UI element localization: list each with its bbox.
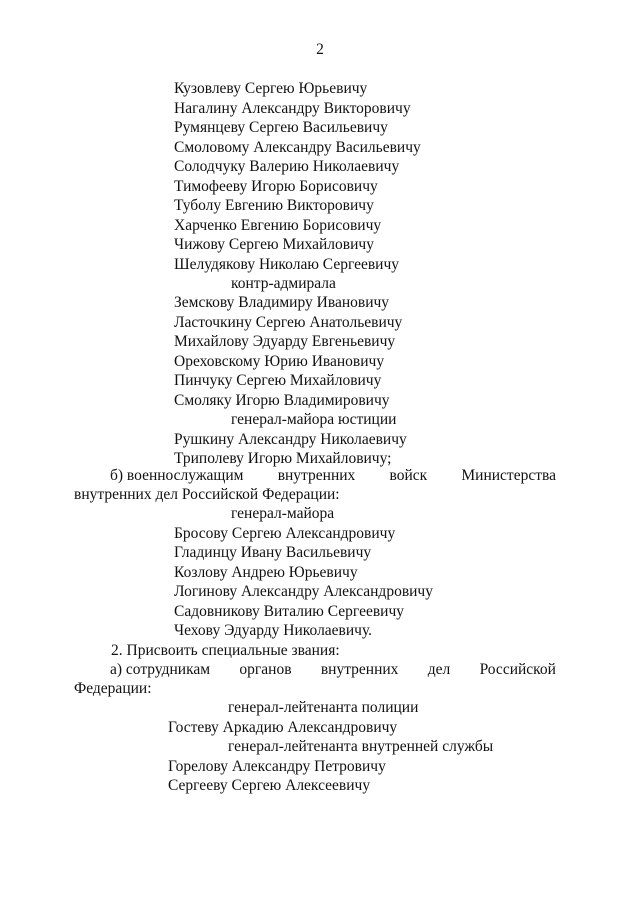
list-item: Михайлову Эдуарду Евгеньевичу — [174, 333, 396, 350]
list-item: Логинову Александру Александровичу — [174, 583, 433, 600]
paragraph-a-line-2: Федерации: — [74, 680, 152, 697]
paragraph-word: б) военнослужащим — [110, 467, 244, 484]
list-item: Шелудякову Николаю Сергеевичу — [174, 256, 400, 273]
list-item: Сергееву Сергею Алексеевичу — [168, 777, 371, 794]
rank-heading: генерал-лейтенанта полиции — [228, 699, 419, 716]
rank-heading: генерал-майора юстиции — [231, 411, 397, 428]
list-item: Пинчуку Сергею Михайловичу — [174, 372, 382, 389]
list-item: Ласточкину Сергею Анатольевичу — [174, 314, 403, 331]
list-item: Смоляку Игорю Владимировичу — [174, 392, 390, 409]
paragraph-word: Российской — [479, 661, 556, 678]
rank-heading: контр-адмирала — [231, 275, 336, 292]
list-item: Чижову Сергею Михайловичу — [174, 236, 374, 253]
rank-heading: генерал-майора — [231, 505, 335, 522]
paragraph-word: органов — [239, 661, 292, 678]
paragraph-b-line-2: внутренних дел Российской Федерации: — [74, 486, 340, 503]
list-item: Рушкину Александру Николаевичу — [174, 431, 407, 448]
list-item: Козлову Андрею Юрьевичу — [174, 564, 358, 581]
paragraph-word: войск — [389, 467, 428, 484]
list-item: Кузовлеву Сергею Юрьевичу — [174, 80, 368, 97]
list-item: Солодчуку Валерию Николаевичу — [174, 158, 400, 175]
list-item: Ореховскому Юрию Ивановичу — [174, 353, 385, 370]
paragraph-word: а) сотрудникам — [110, 661, 211, 678]
list-item: Нагалину Александру Викторовичу — [174, 100, 411, 117]
list-item: Садовникову Виталию Сергеевичу — [174, 603, 404, 620]
paragraph-word: дел — [427, 661, 451, 678]
list-item: Туболу Евгению Викторовичу — [174, 197, 374, 214]
item-2: 2. Присвоить специальные звания: — [111, 642, 340, 659]
paragraph-word: внутренних — [277, 467, 356, 484]
paragraph-word: внутренних — [320, 661, 399, 678]
rank-heading: генерал-лейтенанта внутренней службы — [228, 738, 494, 755]
paragraph-b-line-1 — [74, 466, 556, 486]
list-item: Горелову Александру Петровичу — [168, 758, 386, 775]
list-item: Земскову Владимиру Ивановичу — [174, 294, 390, 311]
list-item: Триполеву Игорю Михайловичу; — [174, 450, 392, 467]
page-number: 2 — [316, 41, 324, 58]
list-item: Гостеву Аркадию Александровичу — [168, 719, 398, 736]
list-item: Харченко Евгению Борисовичу — [174, 217, 382, 234]
list-item: Смоловому Александру Васильевичу — [174, 139, 421, 156]
list-item: Румянцеву Сергею Васильевичу — [174, 119, 388, 136]
paragraph-word: Министерства — [461, 467, 556, 484]
list-item: Тимофееву Игорю Борисовичу — [174, 178, 378, 195]
paragraph-a-line-1 — [74, 660, 556, 680]
list-item: Чехову Эдуарду Николаевичу. — [174, 622, 373, 639]
list-item: Гладинцу Ивану Васильевичу — [174, 544, 372, 561]
list-item: Бросову Сергею Александровичу — [174, 525, 396, 542]
